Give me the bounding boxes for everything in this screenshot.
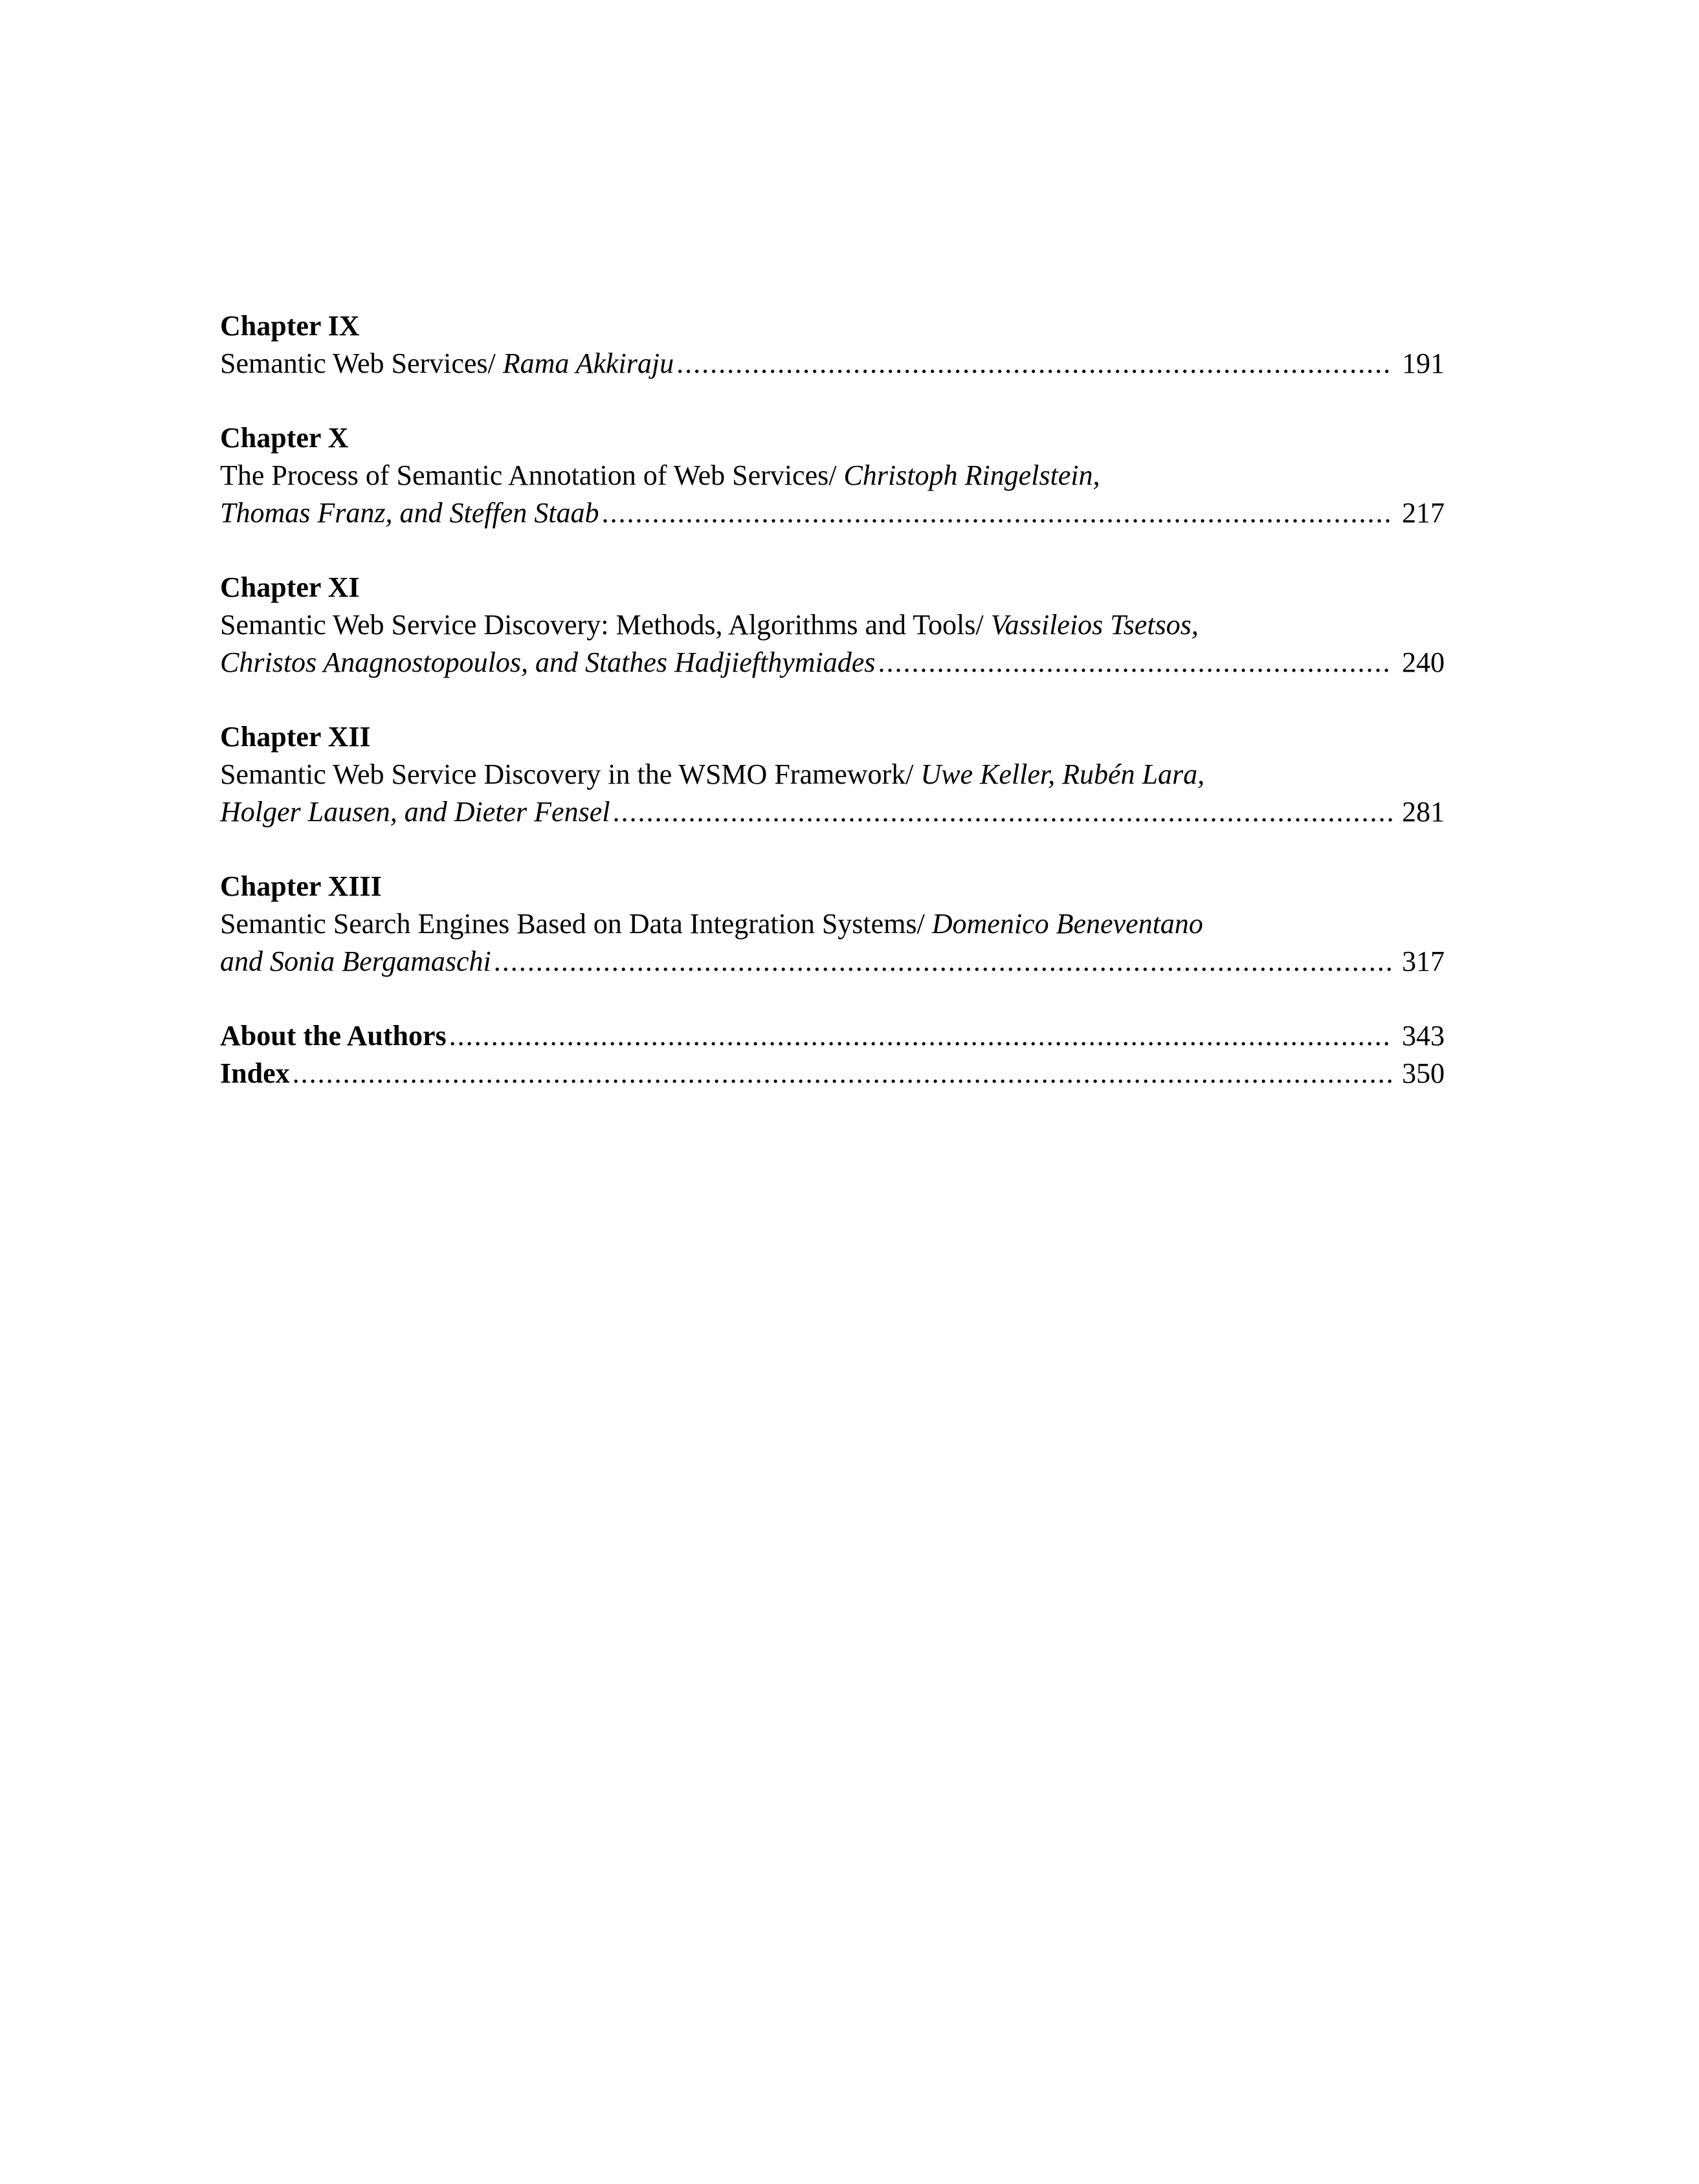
dot-leader [676, 345, 1393, 382]
chapter-heading: Chapter X [220, 422, 349, 454]
page-number: 281 [1402, 796, 1445, 828]
chapter-heading: Chapter XII [220, 721, 371, 753]
chapter-heading: Chapter XI [220, 571, 360, 603]
chapter-title-line [220, 345, 674, 382]
chapter-heading: Chapter IX [220, 310, 360, 342]
chapter-title: Semantic Web Service Discovery in the WSMO Framework/ [220, 758, 921, 790]
toc-line [220, 793, 1445, 831]
chapter-title: Semantic Web Services/ [220, 347, 503, 379]
chapter-title-line [220, 457, 1100, 494]
table-of-contents [220, 307, 1445, 1092]
dot-leader [449, 1017, 1393, 1055]
toc-line [220, 943, 1445, 980]
chapter-title: The Process of Semantic Annotation of Web Services/ [220, 459, 844, 491]
chapter-title: Semantic Web Service Discovery: Methods, Algorithms and Tools/ [220, 609, 991, 641]
chapter-title: Semantic Search Engines Based on Data Integration Systems/ [220, 908, 932, 940]
page-number: 317 [1402, 945, 1445, 977]
dot-leader [293, 1055, 1393, 1092]
page-number: 217 [1402, 497, 1445, 529]
chapter-title-line [220, 606, 1199, 644]
backmatter-label: Index [220, 1057, 290, 1089]
toc-line [220, 756, 1445, 793]
dot-leader [601, 494, 1393, 532]
chapter-authors: Rama Akkiraju [502, 347, 674, 379]
chapter-title-line [220, 756, 1205, 793]
chapter-authors-continued: Thomas Franz, and Steffen Staab [220, 497, 599, 529]
toc-line [220, 905, 1445, 943]
toc-entry-chapter-xiii [220, 868, 1445, 980]
chapter-authors: Domenico Beneventano [931, 908, 1203, 940]
backmatter-label: About the Authors [220, 1020, 447, 1052]
toc-entry-chapter-xii [220, 718, 1445, 831]
dot-leader [612, 793, 1393, 831]
chapter-authors: Vassileios Tsetsos, [990, 609, 1199, 641]
chapter-heading: Chapter XIII [220, 870, 382, 902]
toc-entry-chapter-x [220, 419, 1445, 532]
toc-entry-chapter-ix [220, 307, 1445, 382]
toc-entry-chapter-xi [220, 569, 1445, 681]
toc-line [220, 494, 1445, 532]
page-number: 343 [1402, 1020, 1445, 1052]
toc-line [220, 606, 1445, 644]
toc-line [220, 644, 1445, 681]
toc-line [220, 345, 1445, 382]
chapter-authors: Christoph Ringelstein, [843, 459, 1100, 491]
chapter-title-line [220, 905, 1203, 943]
dot-leader [878, 644, 1393, 681]
page-number: 191 [1402, 347, 1445, 379]
toc-line-about-authors [220, 1017, 1445, 1055]
chapter-authors-continued: Christos Anagnostopoulos, and Stathes Hadjiefthymiades [220, 646, 876, 678]
chapter-authors-continued: and Sonia Bergamaschi [220, 945, 491, 977]
page-number: 240 [1402, 646, 1445, 678]
page-number: 350 [1402, 1057, 1445, 1089]
toc-line-index [220, 1055, 1445, 1092]
chapter-authors-continued: Holger Lausen, and Dieter Fensel [220, 796, 610, 828]
chapter-authors: Uwe Keller, Rubén Lara, [920, 758, 1205, 790]
toc-line [220, 457, 1445, 494]
toc-backmatter [220, 1017, 1445, 1092]
dot-leader [494, 943, 1393, 980]
